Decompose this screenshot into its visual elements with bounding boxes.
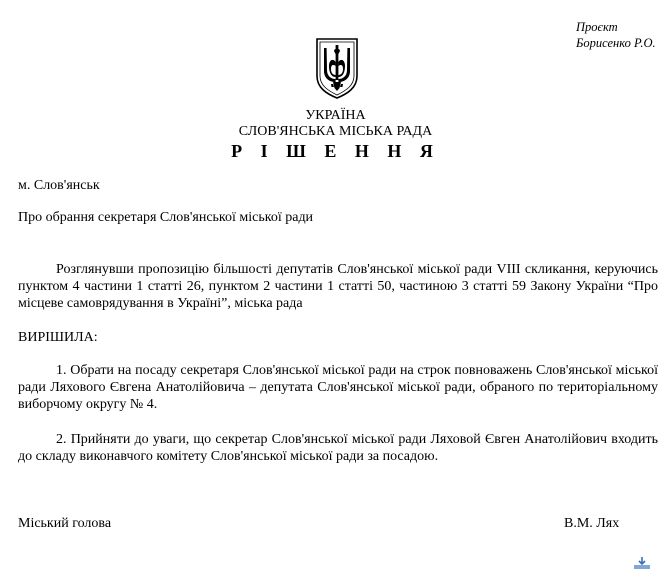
- header-country: УКРАЇНА: [305, 108, 366, 123]
- header-council: СЛОВ'ЯНСЬКА МІСЬКА РАДА: [238, 124, 433, 139]
- download-icon[interactable]: [633, 556, 651, 570]
- decision-item-2: 2. Прийняти до уваги, що секретар Слов'янської міської ради Ляховой Євген Анатолійович входить до складу виконавчого комітету Слов'янської міської ради за посадою.: [18, 432, 658, 464]
- decision-subject: Про обрання секретаря Слов'янської міської ради: [18, 210, 314, 225]
- decision-item-1: 1. Обрати на посаду секретаря Слов'янської міської ради на строк повноважень Слов'янської міської ради Ляхового Євгена Анатолійовича – депутата Слов'янської міської ради, обраного по територіальному виборчому округу № 4.: [18, 363, 658, 412]
- trident-emblem-icon: [313, 36, 361, 100]
- draft-label: Проєкт: [576, 20, 618, 34]
- resolved-heading: ВИРІШИЛА:: [18, 330, 98, 345]
- place-name: м. Слов'янськ: [18, 178, 100, 193]
- draft-author: Борисенко Р.О.: [576, 36, 656, 50]
- decision-title: Р І Ш Е Н Н Я: [231, 141, 440, 161]
- signature-name: В.М. Лях: [564, 516, 620, 531]
- preamble-paragraph: Розглянувши пропозицію більшості депутатів Слов'янської міської ради VIII скликання, керуючись пунктом 4 частини 1 статті 26, пунктом 2 частини 1 статті 50, частиною 3 статті 59 Закону України “Про місцеве самоврядування в Україні”, міська рада: [18, 262, 658, 311]
- signature-title: Міський голова: [18, 516, 112, 531]
